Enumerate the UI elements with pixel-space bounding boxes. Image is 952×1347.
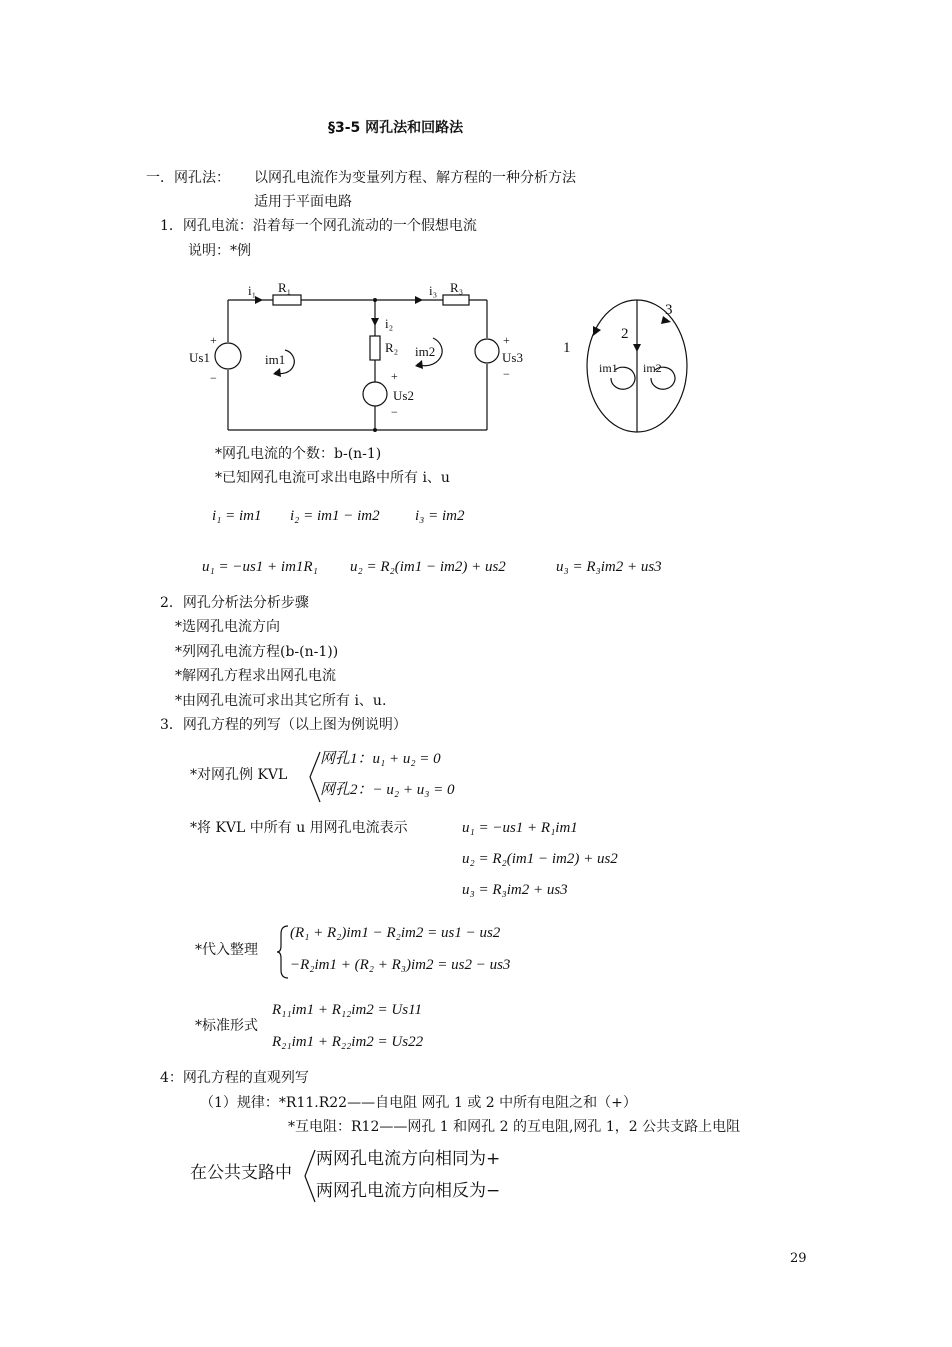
steps-heading: 2．网孔分析法分析步骤 bbox=[160, 595, 309, 611]
graph-im1-label: im1 bbox=[599, 361, 618, 375]
us3-source-icon bbox=[475, 339, 499, 363]
us1-plus: + bbox=[210, 333, 217, 347]
page-number: 29 bbox=[790, 1251, 807, 1266]
node-dot-icon bbox=[373, 428, 377, 432]
us3-minus: − bbox=[503, 367, 510, 381]
section-heading: 一．网孔法： bbox=[146, 170, 230, 186]
us2-plus: + bbox=[391, 369, 398, 383]
common-branch-label: 在公共支路中 bbox=[190, 1163, 292, 1183]
substitute-eq-1: (R₁ + R₂)im1 − R₂im2 = us1 − us2 bbox=[290, 925, 501, 941]
rule-2: *互电阻：R12——网孔 1 和网孔 2 的互电阻,网孔 1，2 公共支路上电阻 bbox=[288, 1119, 741, 1135]
item-heading: 1．网孔电流：沿着每一个网孔流动的一个假想电流 bbox=[160, 218, 477, 234]
node-dot-icon bbox=[373, 298, 377, 302]
i3-arrow-icon bbox=[415, 296, 423, 304]
note-text: 说明：*例 bbox=[188, 243, 251, 259]
r2-resistor bbox=[370, 336, 380, 360]
intuitive-heading: 4：网孔方程的直观列写 bbox=[160, 1070, 309, 1086]
us3-plus: + bbox=[503, 333, 510, 347]
us2-minus: − bbox=[391, 405, 398, 419]
same-direction-rule: 两网孔电流方向相同为+ bbox=[316, 1149, 501, 1169]
substitute-label: *代入整理 bbox=[195, 942, 258, 958]
rule-1: （1）规律：*R11.R22——自电阻 网孔 1 或 2 中所有电阻之和（+） bbox=[200, 1095, 637, 1111]
express-eq-1: u₁ = −us1 + R₁im1 bbox=[462, 820, 578, 836]
im1-label: im1 bbox=[265, 352, 286, 367]
step-3: *解网孔方程求出网孔电流 bbox=[175, 668, 336, 684]
i1-label: i₁ bbox=[248, 283, 257, 298]
step-2: *列网孔电流方程(b-(n-1)) bbox=[175, 644, 339, 660]
r3-resistor bbox=[443, 295, 469, 305]
i1-arrow-icon bbox=[255, 296, 263, 304]
us2-source-icon bbox=[363, 382, 387, 406]
circuit-diagram bbox=[185, 278, 523, 438]
us3-label: Us3 bbox=[502, 350, 523, 365]
write-heading: 3．网孔方程的列写（以上图为例说明） bbox=[160, 717, 407, 733]
i2-label: i₂ bbox=[385, 316, 394, 331]
eq-i1: i₁ = im1 bbox=[212, 508, 262, 524]
r1-resistor bbox=[273, 295, 301, 305]
kvl-eq-2: 网孔2：− u₂ + u₃ = 0 bbox=[320, 782, 455, 798]
eq-u2: u₂ = R₂(im1 − im2) + us2 bbox=[350, 559, 506, 575]
opposite-direction-rule: 两网孔电流方向相反为− bbox=[316, 1181, 501, 1201]
i3-label: i₃ bbox=[429, 283, 438, 298]
us1-label: Us1 bbox=[189, 350, 210, 365]
i2-arrow-icon bbox=[371, 318, 379, 326]
step-4: *由网孔电流可求出其它所有 i、u. bbox=[175, 693, 387, 709]
standard-eq-1: R₁₁im1 + R₁₂im2 = Us11 bbox=[272, 1002, 422, 1018]
mesh2-arrowhead-icon bbox=[415, 360, 423, 369]
mesh1-arrowhead-icon bbox=[273, 368, 281, 377]
branch1-label: 1 bbox=[563, 340, 571, 356]
us1-source-icon bbox=[215, 343, 241, 369]
mesh-count-text: *网孔电流的个数：b-(n-1) bbox=[215, 446, 382, 462]
im2-label: im2 bbox=[415, 344, 436, 359]
graph-im2-label: im2 bbox=[643, 361, 662, 375]
branch2-arrow-icon bbox=[633, 344, 641, 352]
step-1: *选网孔电流方向 bbox=[175, 619, 280, 635]
branch3-label: 3 bbox=[665, 302, 673, 318]
substitute-brace-icon bbox=[276, 924, 290, 980]
common-angle-bracket-icon bbox=[303, 1148, 317, 1204]
known-text: *已知网孔电流可求出电路中所有 i、u bbox=[215, 470, 450, 486]
r3-label: R₃ bbox=[450, 280, 464, 295]
standard-eq-2: R₂₁im1 + R₂₂im2 = Us22 bbox=[272, 1034, 424, 1050]
r2-label: R₂ bbox=[385, 340, 399, 355]
us2-label: Us2 bbox=[393, 388, 414, 403]
us1-minus: − bbox=[210, 371, 217, 385]
eq-u3: u₃ = R₃im2 + us3 bbox=[556, 559, 662, 575]
r1-label: R₁ bbox=[278, 280, 292, 295]
scope-text: 适用于平面电路 bbox=[254, 194, 352, 210]
substitute-eq-2: −R₂im1 + (R₂ + R₃)im2 = us2 − us3 bbox=[290, 957, 511, 973]
express-label: *将 KVL 中所有 u 用网孔电流表示 bbox=[190, 820, 408, 836]
topology-graph bbox=[555, 290, 695, 440]
kvl-eq-1: 网孔1：u₁ + u₂ = 0 bbox=[320, 751, 441, 767]
eq-i2: i₂ = im1 − im2 bbox=[290, 508, 380, 524]
express-eq-2: u₂ = R₂(im1 − im2) + us2 bbox=[462, 851, 618, 867]
kvl-label: *对网孔例 KVL bbox=[190, 767, 288, 783]
standard-label: *标准形式 bbox=[195, 1018, 258, 1034]
express-eq-3: u₃ = R₃im2 + us3 bbox=[462, 882, 568, 898]
definition-text: 以网孔电流作为变量列方程、解方程的一种分析方法 bbox=[254, 170, 576, 186]
page-title: §3-5 网孔法和回路法 bbox=[328, 120, 464, 136]
branch2-label: 2 bbox=[621, 326, 629, 342]
eq-u1: u₁ = −us1 + im1R₁ bbox=[202, 559, 318, 575]
eq-i3: i₃ = im2 bbox=[415, 508, 465, 524]
branch1-arrow-icon bbox=[593, 326, 601, 336]
